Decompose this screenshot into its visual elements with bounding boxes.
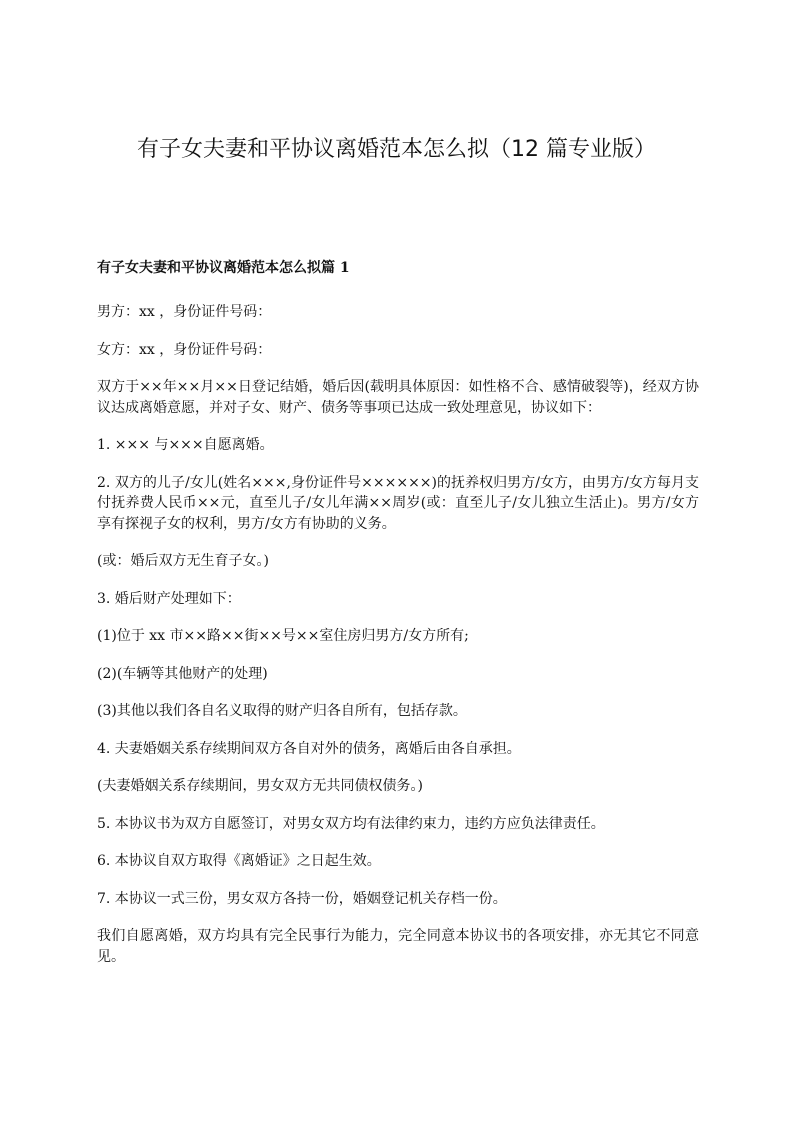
clause-3-item-1: (1)位于 xx 市××路××街××号××室住房归男方/女方所有;	[97, 628, 469, 644]
paragraph-intro: 双方于××年××月××日登记结婚，婚后因(载明具体原因：如性格不合、感情破裂等)，经双方协议达成离婚意愿，并对子女、财产、债务等事项已达成一致处理意见，协议如下：	[97, 379, 699, 416]
clause-5: 5. 本协议书为双方自愿签订，对男女双方均有法律约束力，违约方应负法律责任。	[97, 815, 605, 832]
section-heading: 有子女夫妻和平协议离婚范本怎么拟篇 1	[97, 260, 350, 276]
document-title: 有子女夫妻和平协议离婚范本怎么拟（12 篇专业版）	[137, 137, 656, 162]
clause-1: 1. ××× 与×××自愿离婚。	[97, 437, 274, 453]
clause-2: 2. 双方的儿子/女儿(姓名×××,身份证件号××××××)的抚养权归男方/女方，由男方/女方每月支付抚养费人民币××元，直至儿子/女儿年满××周岁(或：直至儿子/女儿独立生活止)。男方/女方享有探视子女的权利，男方/女方有协助的义务。	[97, 474, 699, 532]
paragraph-husband-id: 男方：xx ，身份证件号码：	[97, 304, 272, 320]
clause-3-item-3: (3)其他以我们各自名义取得的财产归各自所有，包括存款。	[97, 703, 467, 719]
clause-3: 3. 婚后财产处理如下：	[97, 590, 241, 607]
paragraph-wife-id: 女方：xx ，身份证件号码：	[97, 341, 272, 358]
clause-4-alternative: (夫妻婚姻关系存续期间，男女双方无共同债权债务。)	[97, 778, 423, 794]
clause-2-alternative: (或：婚后双方无生育子女。)	[97, 553, 269, 569]
paragraph-closing-statement: 我们自愿离婚，双方均具有完全民事行为能力，完全同意本协议书的各项安排，亦无其它不同意见。	[97, 928, 699, 965]
clause-7: 7. 本协议一式三份，男女双方各持一份，婚姻登记机关存档一份。	[97, 890, 507, 907]
document-body	[97, 258, 699, 984]
clause-4: 4. 夫妻婚姻关系存续期间双方各自对外的债务，离婚后由各自承担。	[97, 740, 521, 757]
clause-6: 6. 本协议自双方取得《离婚证》之日起生效。	[97, 853, 381, 869]
clause-3-item-2: (2)(车辆等其他财产的处理)	[97, 665, 268, 682]
